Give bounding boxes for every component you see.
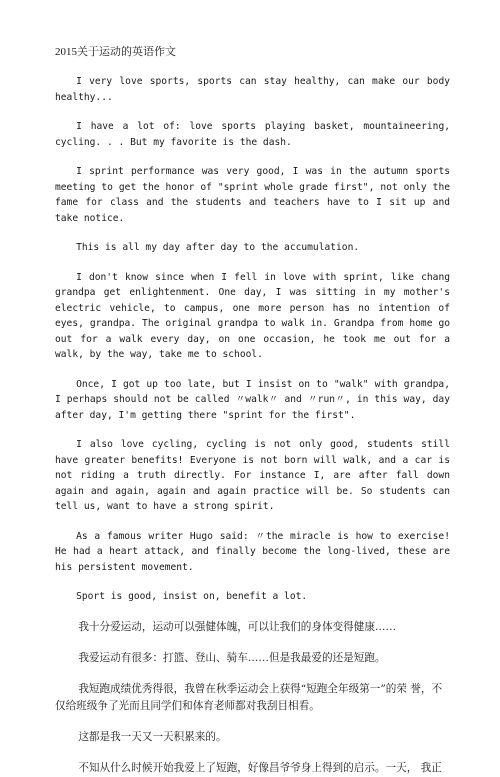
paragraph-en-1: I very love sports, sports can stay healthy, can make our body healthy... [55, 76, 450, 103]
document-title: 2015关于运动的英语作文 [55, 46, 176, 58]
english-section [55, 74, 450, 605]
paragraph-cn-5: 不知从什么时候开始我爱上了短跑，好像昌爷爷身上得到的启示。一天， 我正 [78, 761, 442, 774]
paragraph-en-2: I have a lot of: love sports playing basket, mountaineering, cycling. . . But my favorite is the dash. [55, 121, 450, 148]
paragraph-cn-3: 我短跑成绩优秀得很，我曾在秋季运动会上获得“短跑全年级第一”的荣 誉，不仅给班级争了光而且同学们和体育老师都对我刮目相看。 [55, 682, 443, 712]
paragraph-cn-1: 我十分爱运动，运动可以强健体魄，可以让我们的身体变得健康…… [78, 620, 397, 633]
paragraph-en-6: Once, I got up too late, but I insist on to "walk" with grandpa, I perhaps should not be called 〃walk〃 and 〃run〃, in this way, day after day, I'm getting there "sprint for the first". [55, 378, 450, 421]
paragraph-en-4: This is all my day after day to the accumulation. [76, 242, 360, 253]
paragraph-en-5: I don't know since when I fell in love with sprint, like chang grandpa get enlightenment. One day, I was sitting in my mother's electric vehicle, to campus, one more person has no intention of eyes, grandpa. The original grandpa to walk in. Grandpa from home go out for a walk every day, on one occasion, he took me out for a walk, by the way, take me to school. [55, 271, 450, 360]
paragraph-en-8: As a famous writer Hugo said: 〃the miracle is how to exercise! He had a heart attack, and finally become the long-lived, these are his persistent movement. [55, 530, 450, 573]
paragraph-en-7: I also love cycling, cycling is not only good, students still have greater benefits! Everyone is not born will walk, and a car is not riding a truth directly. For instance I, are after fall down again and again, again and again practice will be. So students can tell us, want to have a strong spirit. [55, 439, 450, 512]
paragraph-en-9: Sport is good, insist on, benefit a lot. [76, 591, 308, 602]
paragraph-en-3: I sprint performance was very good, I was in the autumn sports meeting to get the honor of "sprint whole grade first", not only the fame for class and the students and teachers have to I sit up and take notice. [55, 166, 450, 224]
paragraph-cn-4: 这都是我一天又一天积累来的。 [78, 730, 227, 743]
paragraph-cn-2: 我爱运动有很多：打篮、登山、骑车……但是我最爱的还是短跑。 [78, 651, 386, 664]
chinese-section [55, 619, 450, 777]
